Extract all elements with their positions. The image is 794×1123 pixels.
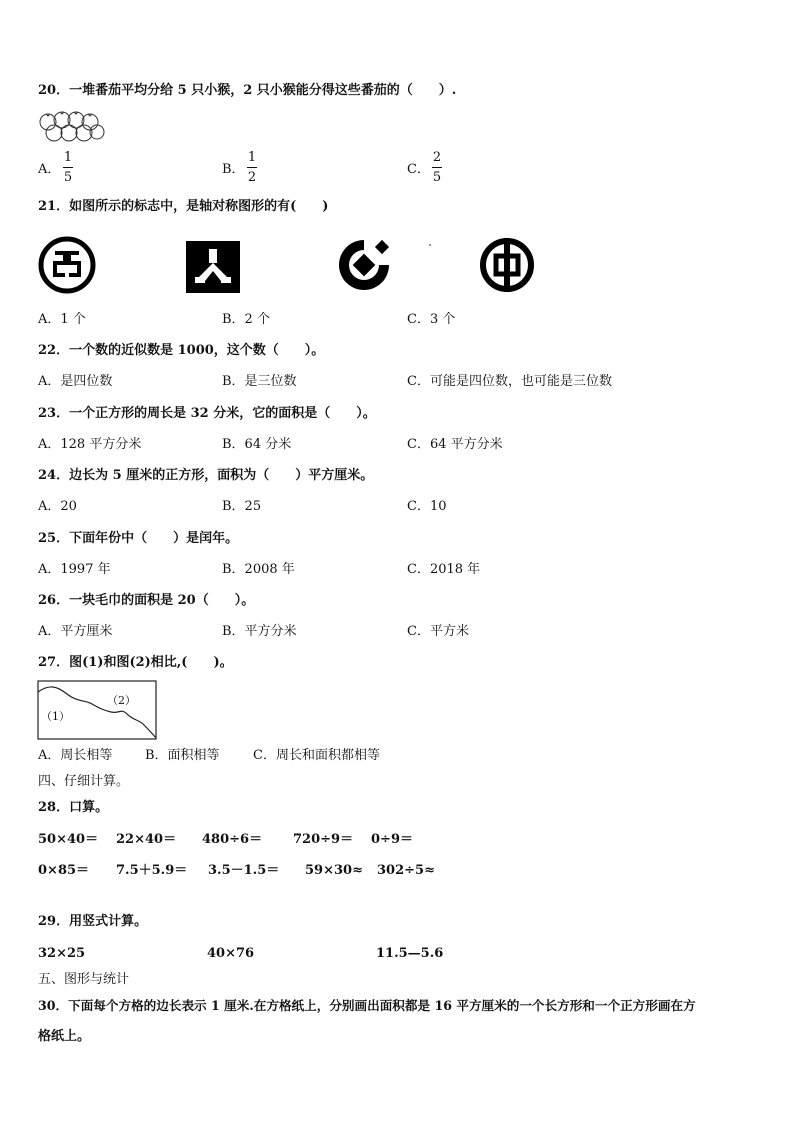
q21-option-c[interactable]: C．3 个 xyxy=(407,312,456,327)
q23-option-a[interactable]: A．128 平方分米 xyxy=(38,437,142,452)
q29-item: 40×76 xyxy=(207,946,255,961)
q28-item: 480÷6＝ xyxy=(202,832,263,847)
q20-stem: 20．一堆番茄平均分给 5 只小猴，2 只小猴能分得这些番茄的（ ）. xyxy=(38,83,457,98)
q26-stem: 26．一块毛巾的面积是 20（ ）。 xyxy=(38,593,255,608)
q24-option-b[interactable]: B．25 xyxy=(222,499,262,514)
q29-stem: 29．用竖式计算。 xyxy=(38,914,148,929)
q20-option-c-letter[interactable]: C． xyxy=(407,162,430,177)
section-5-heading: 五、图形与统计 xyxy=(38,972,130,987)
q27-figure-label-2: （2） xyxy=(107,694,136,707)
section-4-heading: 四、仔细计算。 xyxy=(38,774,130,789)
q20-option-b-denominator: 2 xyxy=(247,170,257,185)
q28-stem: 28．口算。 xyxy=(38,800,109,815)
q25-stem: 25．下面年份中（ ）是闰年。 xyxy=(38,531,239,546)
q24-option-a[interactable]: A．20 xyxy=(38,499,77,514)
fraction-bar xyxy=(432,167,442,168)
q27-figure-label-1: （1） xyxy=(41,710,70,723)
q25-option-c[interactable]: C．2018 年 xyxy=(407,562,481,577)
q29-item: 11.5—5.6 xyxy=(376,946,444,961)
q28-item: 0×85＝ xyxy=(38,863,90,878)
q20-option-a-denominator: 5 xyxy=(63,170,73,185)
q20-option-b-numerator: 1 xyxy=(247,150,257,165)
q29-item: 32×25 xyxy=(38,946,86,961)
q28-item: 7.5＋5.9＝ xyxy=(116,863,188,878)
q26-option-a[interactable]: A．平方厘米 xyxy=(38,624,113,639)
q20-option-a-numerator: 1 xyxy=(63,150,73,165)
q21-stem: 21．如图所示的标志中，是轴对称图形的有( ) xyxy=(38,199,329,214)
q28-item: 0÷9＝ xyxy=(371,832,413,847)
q27-stem: 27．图(1)和图(2)相比,( )。 xyxy=(38,655,233,670)
q20-option-a-letter[interactable]: A． xyxy=(38,162,61,177)
q28-item: 59×30≈ xyxy=(305,863,363,878)
tomatoes-icon xyxy=(36,108,106,144)
q28-item: 22×40＝ xyxy=(116,832,177,847)
q23-stem: 23．一个正方形的周长是 32 分米，它的面积是（ ）。 xyxy=(38,406,376,421)
q26-option-b[interactable]: B．平方分米 xyxy=(222,624,297,639)
q20-option-c-fraction[interactable] xyxy=(432,150,442,185)
q20-option-a-fraction[interactable] xyxy=(63,150,73,185)
bank-logo-1-icon xyxy=(38,236,96,294)
q22-option-a[interactable]: A．是四位数 xyxy=(38,374,113,389)
q30-stem-line-1: 30．下面每个方格的边长表示 1 厘米.在方格纸上，分别画出面积都是 16 平方厘米的一个长方形和一个正方形画在方 xyxy=(38,998,696,1013)
bank-logo-2-icon xyxy=(186,241,240,293)
q20-option-b-letter[interactable]: B． xyxy=(222,162,245,177)
q28-item: 720÷9＝ xyxy=(293,832,354,847)
q21-option-a[interactable]: A．1 个 xyxy=(38,312,86,327)
q27-option-a[interactable]: A．周长相等 xyxy=(38,748,113,763)
q25-option-b[interactable]: B．2008 年 xyxy=(222,562,295,577)
q23-option-c[interactable]: C．64 平方分米 xyxy=(407,437,503,452)
q20-option-c-denominator: 5 xyxy=(432,170,442,185)
fraction-bar xyxy=(247,167,257,168)
q25-option-a[interactable]: A．1997 年 xyxy=(38,562,111,577)
q28-item: 302÷5≈ xyxy=(377,863,435,878)
q20-option-b-fraction[interactable] xyxy=(247,150,257,185)
q23-option-b[interactable]: B．64 分米 xyxy=(222,437,292,452)
q27-option-b[interactable]: B．面积相等 xyxy=(145,748,220,763)
bank-logo-4-icon xyxy=(478,236,536,294)
fraction-bar xyxy=(63,167,73,168)
q22-option-c[interactable]: C．可能是四位数，也可能是三位数 xyxy=(407,374,612,389)
q20-option-c-numerator: 2 xyxy=(432,150,442,165)
q22-stem: 22．一个数的近似数是 1000，这个数（ ）。 xyxy=(38,343,325,358)
q28-item: 50×40＝ xyxy=(38,832,99,847)
q26-option-c[interactable]: C．平方米 xyxy=(407,624,469,639)
q24-stem: 24．边长为 5 厘米的正方形，面积为（ ）平方厘米。 xyxy=(38,468,374,483)
q24-option-c[interactable]: C．10 xyxy=(407,499,447,514)
q21-option-b[interactable]: B．2 个 xyxy=(222,312,270,327)
q27-option-c[interactable]: C．周长和面积都相等 xyxy=(253,748,380,763)
bank-logo-3-icon xyxy=(335,236,431,294)
q28-item: 3.5－1.5＝ xyxy=(208,863,280,878)
q22-option-b[interactable]: B．是三位数 xyxy=(222,374,297,389)
q30-stem-line-2: 格纸上。 xyxy=(38,1029,91,1044)
